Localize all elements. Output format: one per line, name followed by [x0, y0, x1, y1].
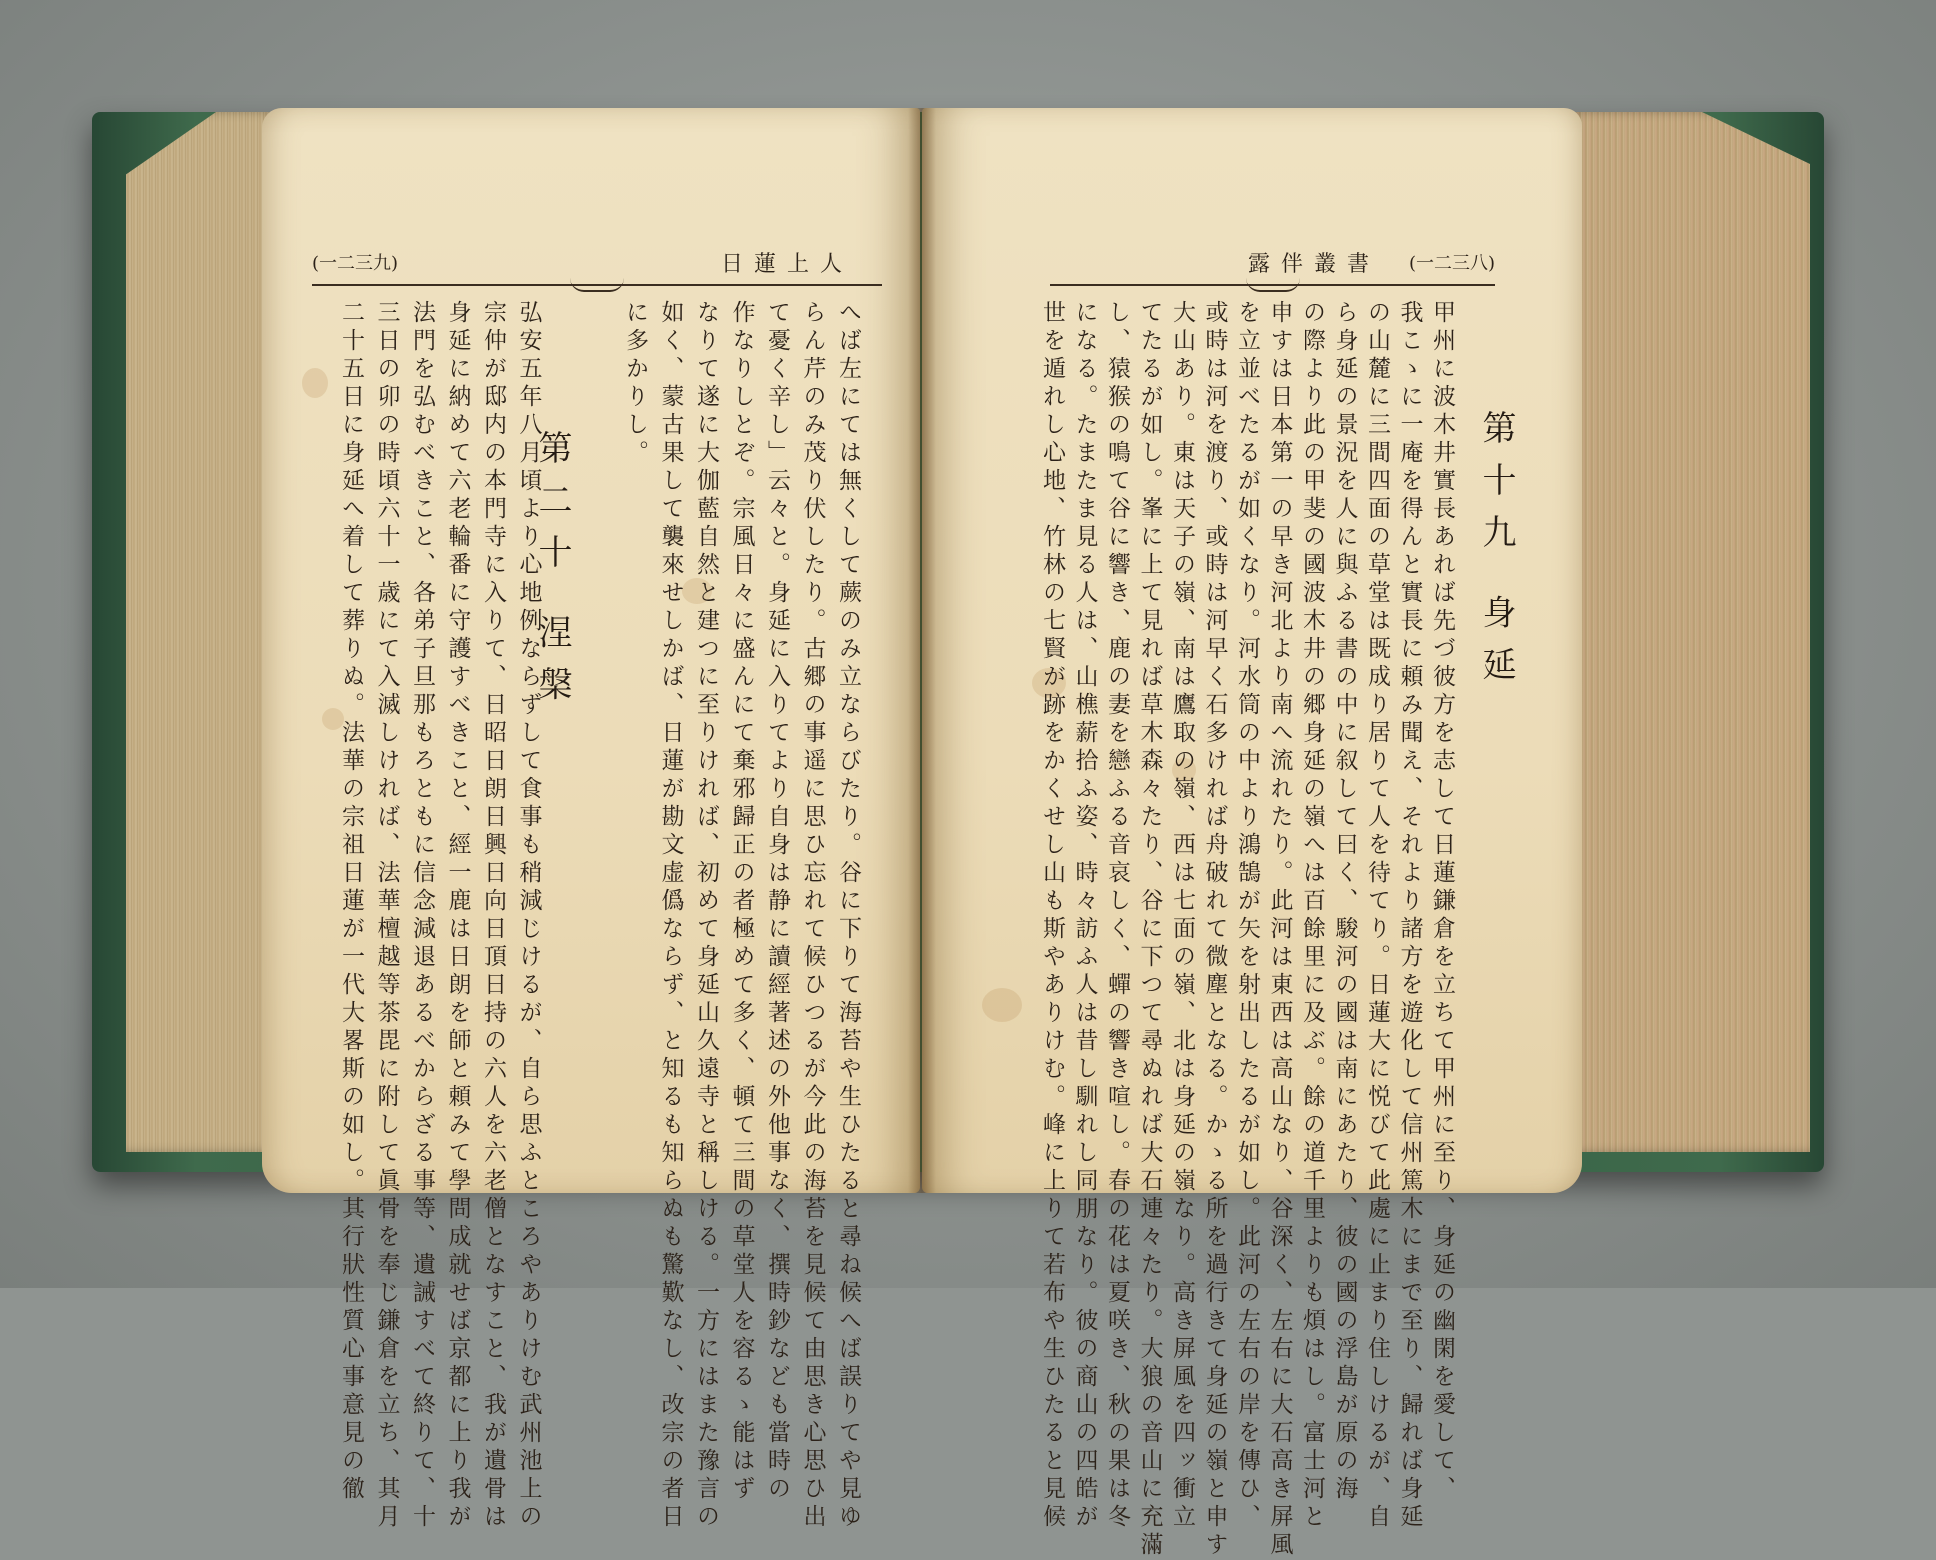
right-page-number: (一二三八)	[1408, 253, 1495, 274]
left-header-rule	[312, 284, 882, 286]
left-page-number: (一二三九)	[312, 253, 399, 274]
left-text-column: 宗仲が邸内の本門寺に入りて、日昭日朗日興日向日頂日持の六人を六老僧となすこと、我が遺骨は	[480, 300, 506, 1532]
right-text-column: 大山あり。東は天子の嶺、南は鷹取の嶺、西は七面の嶺、北は身延の嶺なり。高き屏風を四ッ衝立	[1169, 300, 1195, 1532]
left-running-title: 日 蓮 上 人	[721, 251, 844, 277]
right-text-column: を立並べたるが如くなり。河水筒の中より鴻鵠が矢を射出したるが如し。此河の左右の岸を傳ひ、	[1234, 300, 1260, 1532]
right-text-column: 世を遁れし心地、竹林の七賢が跡をかくせし山も斯やありけむ。峰に上りて若布や生ひたると見候	[1039, 300, 1065, 1532]
right-text-column: になる。たまたま見る人は、山樵薪拾ふ姿、時々訪ふ人は昔し馴れし同朋なり。彼の商山の四皓が	[1071, 300, 1098, 1532]
right-text-column: 申すは日本第一の早き河北より南へ流れたり。此河は東西は高山なり、谷深く、左右に大石高き屏風	[1266, 300, 1293, 1560]
left-text-column: に多かりし。	[622, 300, 648, 468]
left-text-column: 身延に納めて六老輪番に守護すべきこと、經一鹿は日朗を師と頼みて學問成就せば京都に上り我が	[444, 300, 471, 1532]
left-text-column: 作なりしとぞ。宗風日々に盛んにて棄邪歸正の者極めて多く、頓て三間の草堂人を容るゝ能はず	[728, 300, 755, 1504]
right-chapter-heading: 第十九 身延	[1476, 410, 1516, 699]
left-chapter-heading: 第二十 涅槃	[532, 430, 572, 719]
left-text-column: 法門を弘むべきこと、各弟子旦那もろともに信念減退あるべからざる事等、遺誡すべて終りて、十	[409, 300, 435, 1532]
right-text-column: の際より此の甲斐の國波木井の郷身延の嶺へは百餘里に及ぶ。餘の道千里よりも煩はし。富士河と	[1299, 300, 1325, 1532]
right-header-rule	[1050, 284, 1495, 286]
left-text-column: なりて遂に大伽藍自然と建つに至りければ、初めて身延山久遠寺と稱しける。一方にはまた豫言の	[693, 300, 719, 1532]
right-text-column: 甲州に波木井實長あれば先づ彼方を志して日蓮鎌倉を立ちて甲州に至り、身延の幽閑を愛して、	[1429, 300, 1455, 1504]
right-text-column: 我こゝに一庵を得んと實長に頼み聞え、それより諸方を遊化して信州篤木にまで至り、歸れば身延	[1396, 300, 1423, 1532]
left-text-column: て憂く辛し」云々と。身延に入りてより自身は静に讀經著述の外他事なく、撰時鈔なども當時の	[764, 300, 790, 1504]
right-page-stack-edge	[1570, 112, 1810, 1152]
right-text-column: 或時は河を渡り、或時は河早く石多ければ舟破れて微塵となる。かゝる所を過行きて身延の嶺と申す	[1201, 300, 1228, 1560]
right-text-column: の山麓に三間四面の草堂は既成り居りて人を待てり。日蓮大に悦びて此處に止まり住しけるが、自	[1364, 300, 1390, 1532]
left-text-column: らん芹のみ茂り伏したり。古郷の事遥に思ひ忘れて候ひつるが今此の海苔を見候て由思き心思ひ出	[799, 300, 826, 1532]
left-text-column: 如く、蒙古果して襲來せしかば、日蓮が勘文虚僞ならず、と知るも知らぬも驚歎なし、改宗の者日	[657, 300, 684, 1532]
left-text-column: 二十五日に身延へ着して葬りぬ。法華の宗祖日蓮が一代大畧斯の如し。其行狀性質心事意見の徹	[338, 300, 364, 1504]
paper-stain	[982, 988, 1022, 1022]
right-text-column: し、猿猴の鳴て谷に響き、鹿の妻を戀ふる音哀しく、蟬の響き喧し。春の花は夏咲き、秋の果は冬	[1104, 300, 1130, 1532]
right-running-head	[1055, 245, 1495, 279]
book-gutter	[908, 108, 936, 1193]
left-text-column: 弘安五年八月頃より心地例ならずして食事も稍減じけるが、自ら思ふところやありけむ武州池上の	[515, 300, 542, 1532]
left-text-column: 三日の卯の時頃六十一歳にて入滅しければ、法華檀越等茶毘に附して眞骨を奉じ鎌倉を立ち、其月	[373, 300, 400, 1532]
left-page-stack-edge	[126, 112, 276, 1152]
right-text-column: ら身延の景況を人に與ふる書の中に叙して曰く、駿河の國は南にあたり、彼の國の浮島が原の海	[1331, 300, 1358, 1504]
right-running-title: 露 伴 叢 書	[1247, 251, 1371, 277]
left-running-head	[312, 245, 882, 279]
left-text-column: へば左にては無くして蕨のみ立ならびたり。谷に下りて海苔や生ひたると尋ね候へば誤りてや見ゆ	[835, 300, 861, 1532]
right-text-column: てたるが如し。峯に上て見れば草木森々たり、谷に下つて尋ぬれば大石連々たり。大狼の音山に充滿	[1136, 300, 1163, 1560]
paper-stain	[302, 368, 328, 398]
